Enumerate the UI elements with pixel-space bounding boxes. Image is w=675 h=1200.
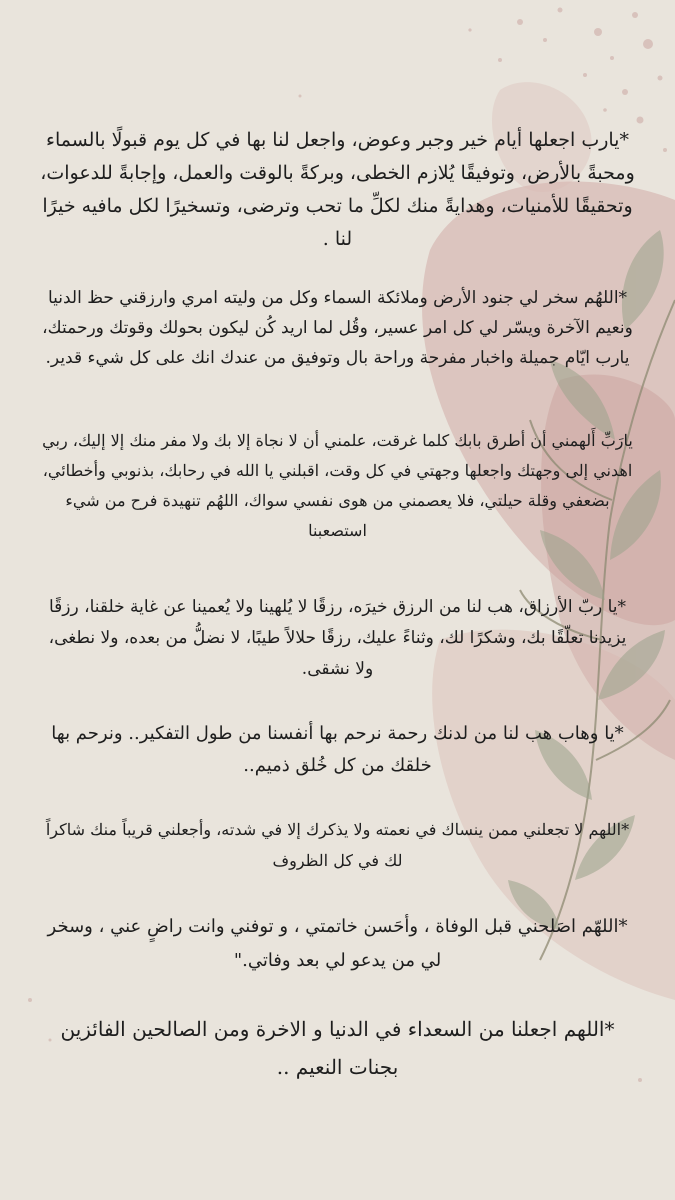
dua-paragraph-1: *يارب اجعلها أيام خير وجبر وعوض، واجعل لنا بها في كل يوم قبولًا بالسماء ومحبةً بالأرض، وتوفيقًا يُلازم الخطى، وبركةً بالوقت والعمل، وإجابةً للدعوات، وتحقيقًا للأمنيات، وهدايةً منك لكلِّ ما تحب وترضى، وتسخيرًا لكل مافيه خيرًا لنا . <box>40 129 635 250</box>
dua-paragraph-3: يارَبِّ أَلهمني أن أطرق بابك كلما غرقت، علمني أن لا نجاة إلا بك ولا مفر منك إلا إليك، ربي اهدني إلى وجهتك واجعلها وجهتي في كل وقت، اقبلني يا الله في رحابك، بذنوبي وأخطائي، بضعفي وقلة حيلتي، فلا يعصمني من هوى نفسي سواك، اللهُم تنهيدة فرح من شيء استصعبنا <box>42 431 633 540</box>
dua-paragraph-2: *اللهُم سخر لي جنود الأرض وملائكة السماء وكل من وليته امري وارزقني حظ الدنيا ونعيم الآخرة ويسّر لي كل امر عسير، وقُل لما اريد كُن ليكون بحولك وقوتك ورحمتك، يارب ايّام جميلة واخبار مفرحة وراحة بال وتوفيق من عندك انك على كل شيء قدير. <box>42 288 633 368</box>
dua-paragraph-8: *اللهم اجعلنا من السعداء في الدنيا و الاخرة ومن الصالحين الفائزين بجنات النعيم .. <box>60 1017 615 1079</box>
dua-paragraph-4: *يا ربّ الأرزاق، هب لنا من الرزق خيرَه، رزقًا لا يُلهينا ولا يُعمينا عن غاية خلقنا، رزقًا يزيدنا تعلّقًا بك، وشكرًا لك، وثناءً عليك، رزقًا حلالاً طيبًا، لا نضلُّ من بعده، ولا نطغى، ولا نشقى. <box>48 597 627 679</box>
dua-paragraph-7: *اللهّم اصَلحني قبل الوفاة ، وأحَسن خاتمتي ، و توفني وانت راضٍ عني ، وسخر لي من يدعو لي بعد وفاتي." <box>47 916 628 971</box>
dua-paragraph-5: *يا وهاب هب لنا من لدنك رحمة نرحم بها أنفسنا من طول التفكير.. ونرحم بها خلقك من كل خُلق ذميم.. <box>51 723 624 776</box>
dua-paragraph-6: *اللهم لا تجعلني ممن ينساك في نعمته ولا يذكرك إلا في شدته، وأجعلني قريباً منك شاكراً لك في كل الظروف <box>45 820 630 870</box>
